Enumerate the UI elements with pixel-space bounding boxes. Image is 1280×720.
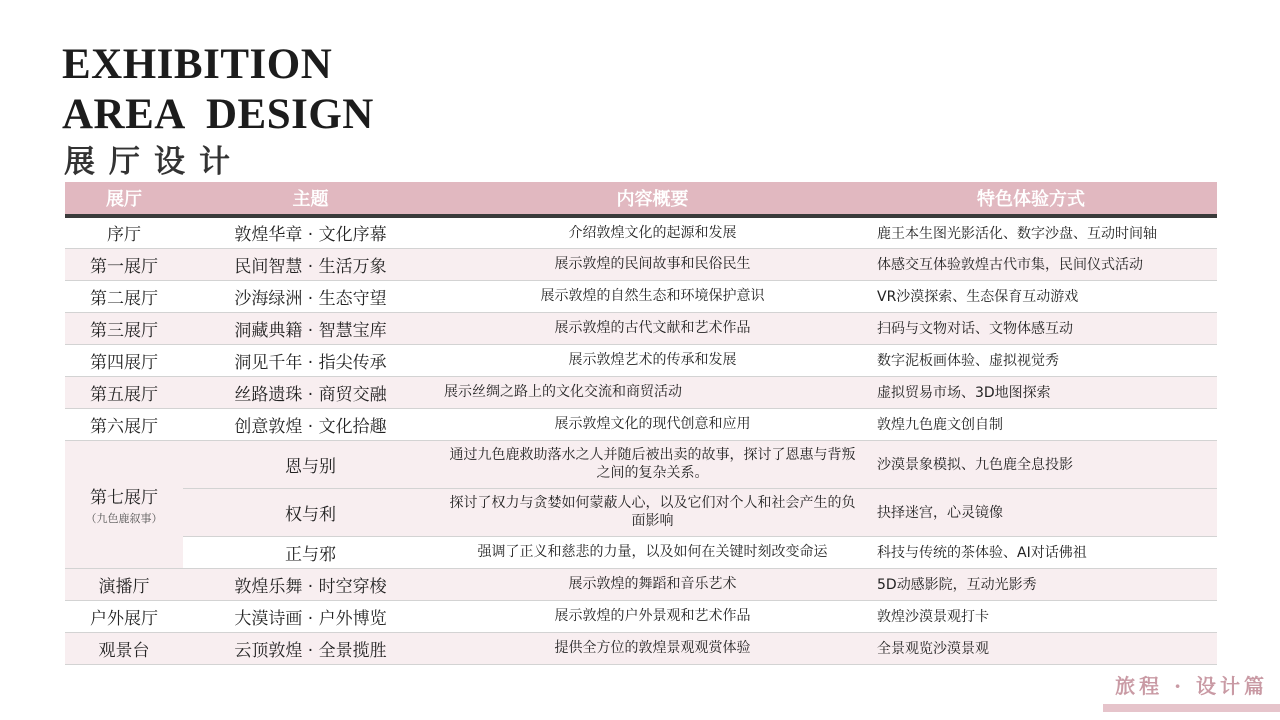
- page-title-cn: 展厅设计: [64, 144, 244, 180]
- summary-cell: 展示敦煌的民间故事和民俗民生: [438, 248, 867, 280]
- table-row: [65, 344, 1217, 376]
- hall-cell: 第四展厅: [65, 344, 183, 376]
- summary-cell: 展示敦煌文化的现代创意和应用: [438, 408, 867, 440]
- footer-bar: [1103, 704, 1280, 712]
- theme-cell: 沙海绿洲 · 生态守望: [183, 280, 438, 312]
- summary-cell: 展示敦煌艺术的传承和发展: [438, 344, 867, 376]
- table-row: [65, 248, 1217, 280]
- exhibition-table: [65, 182, 1217, 665]
- theme-cell: 敦煌乐舞 · 时空穿梭: [183, 568, 438, 600]
- hall-seventh-label: 第七展厅: [90, 487, 158, 508]
- hall-cell: 观景台: [65, 632, 183, 664]
- table-header-row: [65, 182, 1217, 216]
- table-row: [65, 488, 1217, 536]
- title-line-2: AREA DESIGN: [62, 91, 374, 138]
- theme-cell: 正与邪: [183, 536, 438, 568]
- footer-caption: 旅程 · 设计篇: [1115, 674, 1268, 698]
- feature-cell: 沙漠景象模拟、九色鹿全息投影: [867, 440, 1217, 488]
- summary-cell: 展示丝绸之路上的文化交流和商贸活动: [438, 376, 867, 408]
- theme-cell: 大漠诗画 · 户外博览: [183, 600, 438, 632]
- theme-cell: 民间智慧 · 生活万象: [183, 248, 438, 280]
- feature-cell: 数字泥板画体验、虚拟视觉秀: [867, 344, 1217, 376]
- feature-cell: 科技与传统的茶体验、AI对话佛祖: [867, 536, 1217, 568]
- table-row: [65, 408, 1217, 440]
- hall-cell: 户外展厅: [65, 600, 183, 632]
- feature-cell: VR沙漠探索、生态保育互动游戏: [867, 280, 1217, 312]
- table-row: [65, 440, 1217, 488]
- header-theme: 主题: [183, 182, 438, 216]
- theme-cell: 恩与别: [183, 440, 438, 488]
- feature-cell: 鹿王本生图光影活化、数字沙盘、互动时间轴: [867, 216, 1217, 248]
- summary-cell: 展示敦煌的古代文献和艺术作品: [438, 312, 867, 344]
- hall-cell: 演播厅: [65, 568, 183, 600]
- hall-cell: 第六展厅: [65, 408, 183, 440]
- feature-cell: 敦煌九色鹿文创自制: [867, 408, 1217, 440]
- theme-cell: 洞见千年 · 指尖传承: [183, 344, 438, 376]
- hall-cell: 第二展厅: [65, 280, 183, 312]
- summary-cell: 强调了正义和慈悲的力量，以及如何在关键时刻改变命运: [438, 536, 867, 568]
- feature-cell: 扫码与文物对话、文物体感互动: [867, 312, 1217, 344]
- header-summary: 内容概要: [438, 182, 867, 216]
- table-row: [65, 312, 1217, 344]
- feature-cell: 体感交互体验敦煌古代市集，民间仪式活动: [867, 248, 1217, 280]
- feature-cell: 敦煌沙漠景观打卡: [867, 600, 1217, 632]
- table-row: [65, 632, 1217, 664]
- theme-cell: 丝路遗珠 · 商贸交融: [183, 376, 438, 408]
- summary-cell: 介绍敦煌文化的起源和发展: [438, 216, 867, 248]
- summary-cell: 探讨了权力与贪婪如何蒙蔽人心，以及它们对个人和社会产生的负面影响: [438, 488, 867, 536]
- hall-cell: 序厅: [65, 216, 183, 248]
- feature-cell: 虚拟贸易市场、3D地图探索: [867, 376, 1217, 408]
- table-row: [65, 280, 1217, 312]
- hall-cell: 第三展厅: [65, 312, 183, 344]
- feature-cell: 抉择迷宫，心灵镜像: [867, 488, 1217, 536]
- title-line-1: EXHIBITION: [62, 41, 333, 88]
- theme-cell: 洞藏典籍 · 智慧宝库: [183, 312, 438, 344]
- header-hall: 展厅: [65, 182, 183, 216]
- hall-cell-seventh: [65, 440, 183, 568]
- table-row: [65, 376, 1217, 408]
- hall-cell: 第五展厅: [65, 376, 183, 408]
- table-row: [65, 536, 1217, 568]
- summary-cell: 提供全方位的敦煌景观观赏体验: [438, 632, 867, 664]
- hall-seventh-note: （九色鹿叙事）: [85, 511, 163, 525]
- theme-cell: 敦煌华章 · 文化序幕: [183, 216, 438, 248]
- header-feature: 特色体验方式: [867, 182, 1217, 216]
- theme-cell: 创意敦煌 · 文化拾趣: [183, 408, 438, 440]
- page-title-en: [62, 40, 374, 140]
- hall-cell: 第一展厅: [65, 248, 183, 280]
- summary-cell: 通过九色鹿救助落水之人并随后被出卖的故事，探讨了恩惠与背叛之间的复杂关系。: [438, 440, 867, 488]
- theme-cell: 权与利: [183, 488, 438, 536]
- theme-cell: 云顶敦煌 · 全景揽胜: [183, 632, 438, 664]
- summary-cell: 展示敦煌的舞蹈和音乐艺术: [438, 568, 867, 600]
- summary-cell: 展示敦煌的自然生态和环境保护意识: [438, 280, 867, 312]
- table-row: [65, 568, 1217, 600]
- table-row: [65, 600, 1217, 632]
- feature-cell: 全景观览沙漠景观: [867, 632, 1217, 664]
- summary-cell: 展示敦煌的户外景观和艺术作品: [438, 600, 867, 632]
- feature-cell: 5D动感影院，互动光影秀: [867, 568, 1217, 600]
- table-row: [65, 216, 1217, 248]
